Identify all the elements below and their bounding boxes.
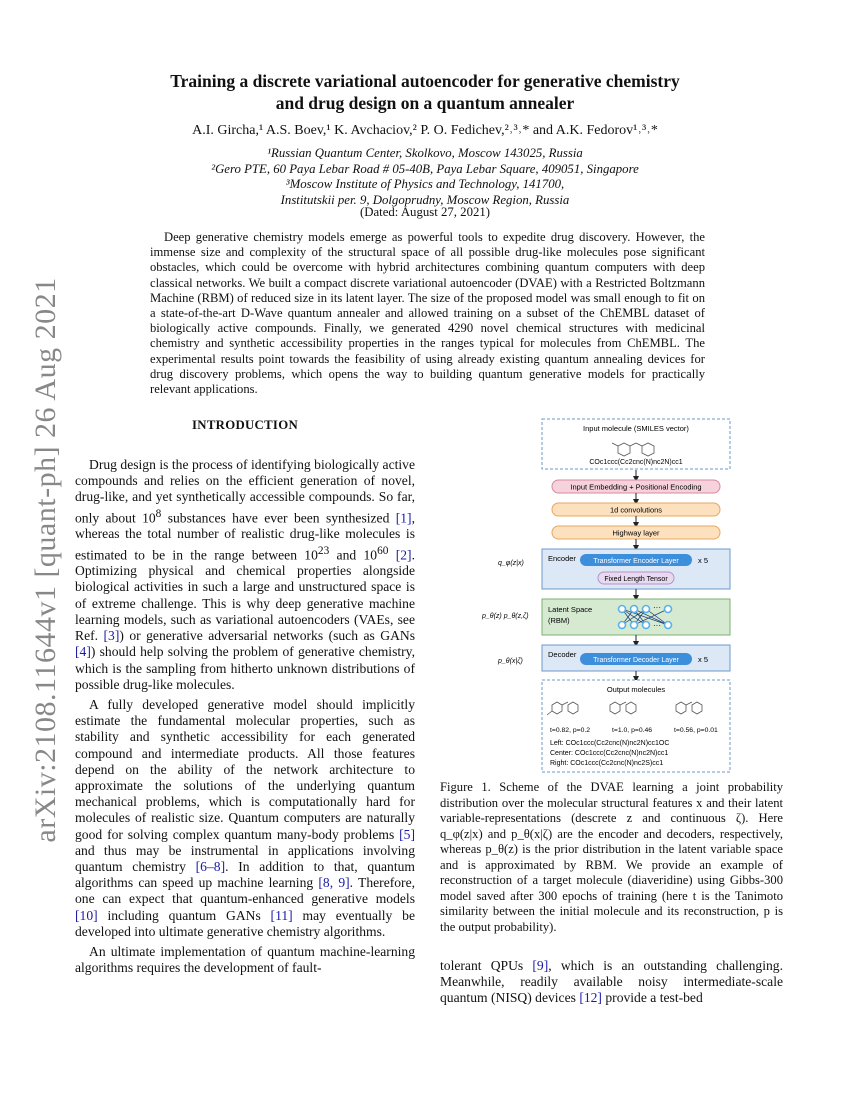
paper-title: Training a discrete variational autoencoder for generative chemistry and drug design on a quantum annealer (170, 71, 680, 113)
arxiv-id-text: arXiv:2108.11644v1 [quant-ph] 26 Aug 2021 (29, 277, 62, 843)
intro-paragraph-2: A fully developed generative model should implicitly estimate the fundamental molecular properties, such as stability and synthetic accessibility for each generated compound and intermediate products. All those features depend on the ability of the network architecture to approximate the solutions of the underlying quantum mechanical problems, which is computationally hard for molecules of realistic size. Quantum computers are naturally good for solving complex quantum many-body problems [5] and thus may be instrumental in applications involving quantum chemistry [6–8]. In addition to that, quantum algorithms can speed up machine learning [8, 9]. Therefore, one can expect that quantum-enhanced generative models [10] including quantum GANs [11] may eventually be developed into ultimate generative chemistry algorithms. (75, 696, 416, 939)
decoder-layer-label: Transformer Decoder Layer (593, 657, 679, 664)
citation-link[interactable]: [11] (270, 907, 293, 923)
citation-link[interactable]: [2] (395, 547, 412, 563)
encoder-repeat: x 5 (698, 556, 709, 565)
intro-paragraph-1: Drug design is the process of identifying biologically active compounds and relies on the efficient generation of novel, drug-like, and yet synthetically accessible compounds. So far, only about $10^8$ substances have ever been synthesized [1], whereas the total number of realistic drug-like molecules is estimated to be in the range between $10^{23}$ and $10^{60}$ [2]. Optimizing physical and chemical properties alongside biological activities in such a large and unstructured space is of extreme challenge. This is why deep generative machine learning models, such as variational autoencoders (VAEs, see Ref. [3]) or generative adversarial networks (such as GANs [4]) should help solving the problem of generative chemistry, which is the sampling from hitherto unknown distributions of possible drug-like molecules. (75, 457, 415, 692)
citation-link[interactable]: [9] (532, 958, 549, 973)
embedding-label: Input Embedding + Positional Encoding (570, 482, 702, 492)
section-heading-introduction: INTRODUCTION (192, 418, 298, 432)
output-score-left: t=0.82, p=0.2 (550, 727, 591, 734)
intro-paragraph-3: An ultimate implementation of quantum machine-learning algorithms requires the development of fault- (75, 943, 415, 976)
left-column (75, 457, 415, 980)
decoder-repeat: x 5 (698, 655, 709, 664)
rbm-ellipsis-bottom: ··· (653, 621, 661, 630)
citation-link[interactable]: [5] (399, 826, 415, 842)
fixed-tensor-label: Fixed Length Tensor (604, 576, 668, 583)
abstract: Deep generative chemistry models emerge as powerful tools to expedite drug discovery. However, the immense size and complexity of the structural space of all possible drug-like molecules pose significant obstacles, which could be overcome with hybrid architectures combining quantum computers with deep classical networks. We built a compact discrete variational autoencoder (DVAE) with a Restricted Boltzmann Machine (RBM) of reduced size in its latent layer. The size of the proposed model was small enough to fit on a state-of-the-art D-Wave quantum annealer and allowed training on a subset of the ChEMBL dataset of biologically active compounds. Finally, we generated 4290 novel chemical structures with medicinal chemistry and synthetic accessibility properties in the ranges typical for molecules from ChEMBL. The experimental results point towards the feasibility of using already existing quantum annealing devices for drug discovery problems, which opens the way to building quantum generative models for practically relevant applications. (150, 230, 705, 397)
citation-link[interactable]: [10] (75, 907, 98, 923)
output-score-right: t=0.56, p=0.01 (674, 727, 718, 734)
output-smiles-left: Left: COc1ccc(Cc2cnc(N)nc2N)cc1OC (550, 740, 670, 747)
citation-link[interactable]: [6–8] (195, 858, 226, 874)
date-line: (Dated: August 27, 2021) (359, 205, 491, 219)
encoder-label: Encoder (548, 554, 576, 563)
latent-label-rbm: (RBM) (548, 616, 570, 625)
p-latent-label: p_θ(z) p_θ(z,ζ) (482, 613, 529, 620)
encoder-layer-label: Transformer Encoder Layer (593, 558, 679, 565)
citation-link[interactable]: [4] (75, 644, 91, 660)
input-title: Input molecule (SMILES vector) (583, 424, 689, 433)
output-smiles-center: Center: COc1ccc(Cc2cnc(N)nc2N)cc1 (550, 750, 669, 757)
citation-link[interactable]: [1] (395, 510, 412, 526)
author-list: A.I. Gircha,¹ A.S. Boev,¹ K. Avchaciov,² P. O. Fedichev,²˒³˒* and A.K. Fedorov¹˒³˒* (192, 123, 658, 138)
citation-link[interactable]: [8, 9] (318, 875, 350, 891)
decoder-label: Decoder (548, 650, 577, 659)
rbm-ellipsis-top: ··· (653, 603, 661, 612)
input-smiles: COc1ccc(Cc2cnc(N)nc2N)cc1 (589, 459, 683, 466)
citation-link[interactable]: [3] (103, 628, 120, 644)
affiliations: ¹Russian Quantum Center, Skolkovo, Moscow 143025, Russia ²Gero PTE, 60 Paya Lebar Road # 05-40B, Paya Lebar Square, 409051, Singapore ³Moscow Institute of Physics and Technology, 141700, Institutskii per. 9, Dolgoprudny, Moscow Region, Russia (211, 146, 639, 207)
highway-label: Highway layer (612, 528, 660, 538)
citation-link[interactable]: [12] (579, 990, 602, 1006)
figure-1-dvae-diagram (440, 413, 785, 775)
q-encoder-label: q_φ(z|x) (498, 560, 524, 567)
output-title: Output molecules (606, 685, 666, 694)
output-score-center: t=1.0, p=0.46 (612, 727, 653, 734)
latent-label: Latent Space (548, 605, 593, 614)
arxiv-identifier (24, 277, 68, 843)
output-smiles-right: Right: COc1ccc(Cc2cnc(N)nc2S)cc1 (550, 760, 664, 767)
figure-1-caption: Figure 1. Scheme of the DVAE learning a joint probability distribution over the molecular structural features x and their latent variable-representations (descrete z and continuous ζ). Here q_φ(z|x) and p_θ(x|ζ) are the encoder and decoders, respectively, whereas p_θ(z) is the prior distribution in the latent variable space and is approximated by RBM. We provide an example of reconstruction of a target molecule (diaveridine) using Gibbs-300 model saved after 300 epochs of training (here t is the Tanimoto similarity between the initial molecule and its reconstruction, p is the output probability). (440, 780, 783, 934)
right-column-text: tolerant QPUs [9], which is an outstanding challenging. Meanwhile, readily available noisy intermediate-scale quantum (NISQ) devices [12] provide a test-bed (440, 958, 783, 1006)
p-decoder-label: p_θ(x|ζ) (498, 658, 523, 665)
conv-label: 1d convolutions (609, 505, 663, 515)
